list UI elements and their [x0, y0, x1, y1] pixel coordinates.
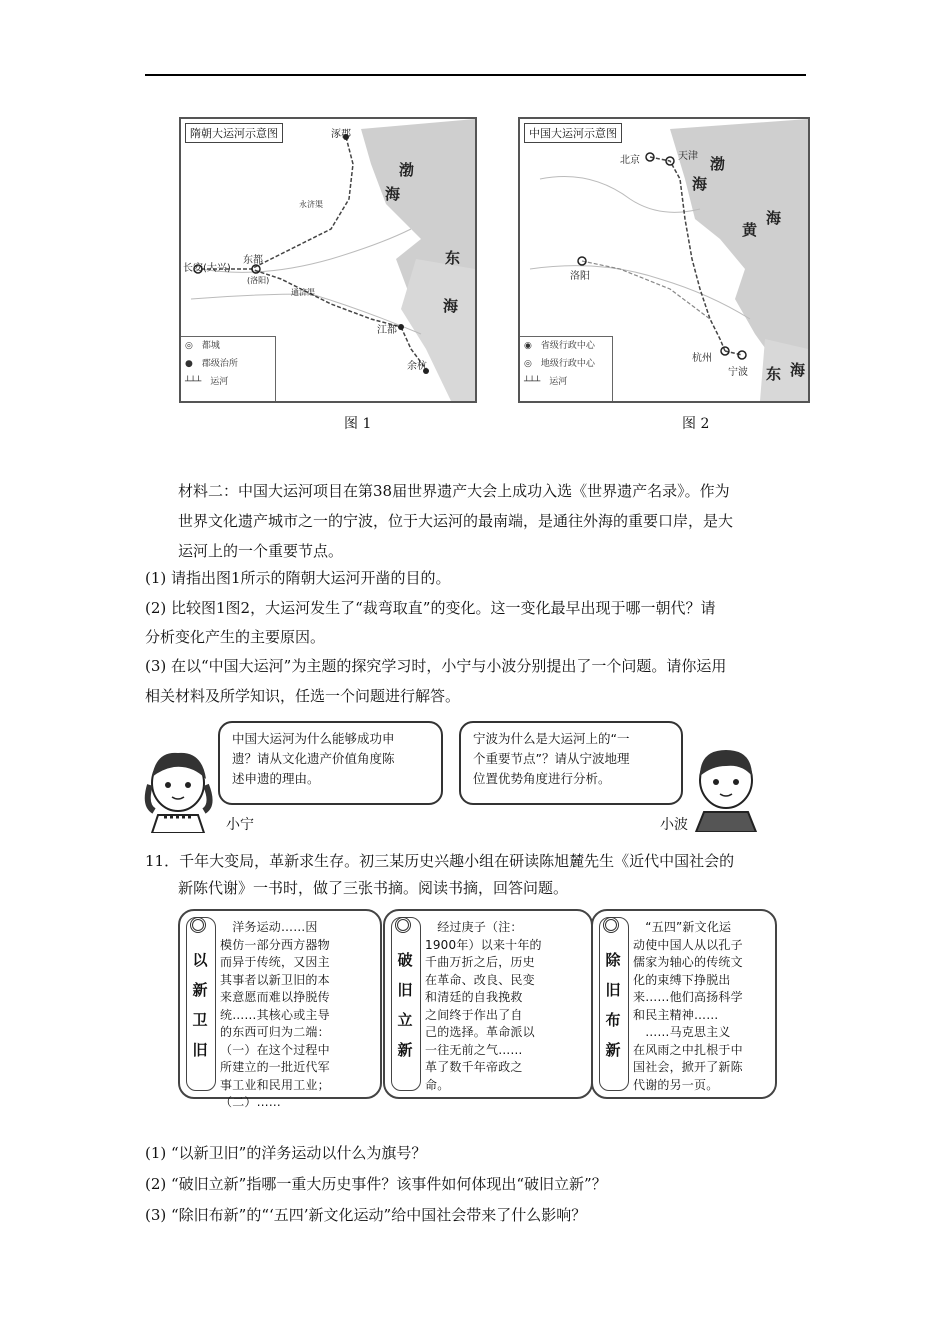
- place-yongjiqu: 永济渠: [299, 200, 323, 209]
- sea-hai-1: 海: [692, 175, 708, 193]
- bubble-right-line-3: 位置优势角度进行分析。: [473, 771, 611, 786]
- bubble-xiaoning: [218, 721, 443, 805]
- place-luoyang: 洛阳: [570, 271, 590, 282]
- q11-stem-2: 新陈代谢》一书时，做了三张书摘。阅读书摘，回答问题。: [178, 879, 569, 897]
- place-hangzhou: 杭州: [692, 353, 712, 364]
- map2-legend: [520, 336, 613, 401]
- q10-sub-2: (2) 比较图1图2，大运河发生了“裁弯取直”的变化。这一变化最早出现于哪一朝代？请: [145, 599, 716, 617]
- material2-line-3: 运河上的一个重要节点。: [178, 542, 344, 560]
- place-dongdu: 东都: [243, 255, 263, 266]
- card-3-text: “五四”新文化运 动使中国人从以孔子 儒家为轴心的传统文 化的束缚下挣脱出 来……他们高扬科学 和民主精神…… ……马克思主义 在风雨之中扎根于中 国社会，掀开了新陈 代谢的另一页。: [633, 920, 743, 1092]
- ring-icon: [190, 917, 206, 933]
- boy-xiaobo-illustration: [690, 740, 762, 832]
- header-rule: [145, 74, 806, 76]
- map1-title: 隋朝大运河示意图: [185, 123, 283, 143]
- legend-canal: ┴┴┴ 运河: [185, 377, 229, 387]
- bubble-right-line-1: 宁波为什么是大运河上的“一: [473, 731, 630, 746]
- q11-sub-2: (2) “破旧立新”指哪一重大历史事件？该事件如何体现出“破旧立新”？: [145, 1175, 607, 1193]
- excerpt-card-3: [591, 909, 777, 1099]
- place-yuhang: 余杭: [407, 361, 427, 372]
- excerpt-card-1: [178, 909, 382, 1109]
- girl-xiaoning-illustration: [144, 745, 214, 833]
- material2-line-1: 材料二：中国大运河项目在第38届世界遗产大会上成功入选《世界遗产名录》。作为: [178, 482, 730, 500]
- q10-sub-3: (3) 在以“中国大运河”为主题的探究学习时，小宁与小波分别提出了一个问题。请你运用: [145, 657, 727, 675]
- q11-sub-1: (1) “以新卫旧”的洋务运动以什么为旗号？: [145, 1144, 427, 1162]
- card-3-title: 除 旧 布 新: [605, 951, 621, 1059]
- ring-icon: [603, 917, 619, 933]
- place-zhuojun: 涿郡: [331, 129, 351, 140]
- map2-title: 中国大运河示意图: [524, 123, 622, 143]
- sea-dong: 东: [766, 365, 782, 383]
- place-ningbo: 宁波: [728, 367, 748, 378]
- card-1-title: 以 新 卫 旧: [192, 951, 208, 1059]
- map1-caption: 图 1: [344, 416, 372, 432]
- china-canal-map: [518, 117, 810, 403]
- sea-hai-2: 海: [766, 209, 782, 227]
- bubble-right-line-2: 个重要节点”？请从宁波地理: [473, 751, 630, 766]
- legend-capital: ◎ 都城: [185, 341, 220, 351]
- place-beijing: 北京: [620, 155, 640, 166]
- card-2-title: 破 旧 立 新: [397, 951, 413, 1059]
- sea-bo: 渤: [399, 161, 415, 179]
- material2-line-2: 世界文化遗产城市之一的宁波，位于大运河的最南端，是通往外海的重要口岸，是大: [178, 512, 734, 530]
- sea-huang: 黄: [742, 221, 758, 239]
- map2-caption: 图 2: [682, 416, 710, 432]
- sui-canal-map: [179, 117, 477, 403]
- excerpt-card-2: [383, 909, 593, 1099]
- map1-legend: [181, 336, 276, 401]
- q10-sub-1: (1) 请指出图1所示的隋朝大运河开凿的目的。: [145, 569, 451, 587]
- legend-canal: ┴┴┴ 运河: [524, 377, 568, 387]
- sea-bo: 渤: [710, 155, 726, 173]
- place-changan: 长安(大兴): [183, 263, 231, 274]
- sea-hai-2: 海: [443, 297, 459, 315]
- place-tianjin: 天津: [678, 151, 698, 162]
- legend-province: ◉ 省级行政中心: [524, 341, 595, 351]
- name-xiaobo: 小波: [660, 817, 688, 833]
- ring-icon: [395, 917, 411, 933]
- bubble-xiaobo: [459, 721, 683, 805]
- card-2-text: 经过庚子（注： 1900年）以来十年的 千曲万折之后，历史 在革命、改良、民变 和清廷的自我挽救 之间终于作出了自 己的选择。革命派以 一往无前之气…… 革了数千年帝政之 命。: [425, 920, 542, 1092]
- q10-sub-3-cont: 相关材料及所学知识，任选一个问题进行解答。: [145, 687, 461, 705]
- legend-seat: ● 郡级治所: [185, 359, 238, 369]
- name-xiaoning: 小宁: [226, 817, 254, 833]
- bubble-left-line-1: 中国大运河为什么能够成功申: [232, 731, 395, 746]
- sea-hai-3: 海: [790, 361, 806, 379]
- sea-dong: 东: [445, 249, 461, 267]
- place-tongjiqu: 通济渠: [291, 288, 315, 297]
- q10-sub-2-cont: 分析变化产生的主要原因。: [145, 628, 326, 646]
- card-1-text: 洋务运动……因 模仿一部分西方器物 而异于传统，又因主 其事者以新卫旧的本 来意愿而难以挣脱传 统……其核心或主导 的东西可归为二端： （一）在这个过程中 所建立的一批近代军 事工业和民用工业； （二）……: [220, 920, 330, 1109]
- place-jiangdu: 江都: [377, 325, 397, 336]
- place-luoyang-note: (洛阳): [247, 276, 270, 285]
- sea-hai-1: 海: [385, 185, 401, 203]
- q11-sub-3: (3) “除旧布新”的“‘五四’新文化运动”给中国社会带来了什么影响？: [145, 1206, 587, 1224]
- bubble-left-line-2: 遗？请从文化遗产价值角度陈: [232, 751, 395, 766]
- legend-prefecture: ◎ 地级行政中心: [524, 359, 595, 369]
- bubble-left-line-3: 述申遗的理由。: [232, 771, 320, 786]
- q11-stem-1: 11．千年大变局，革新求生存。初三某历史兴趣小组在研读陈旭麓先生《近代中国社会的: [145, 852, 735, 870]
